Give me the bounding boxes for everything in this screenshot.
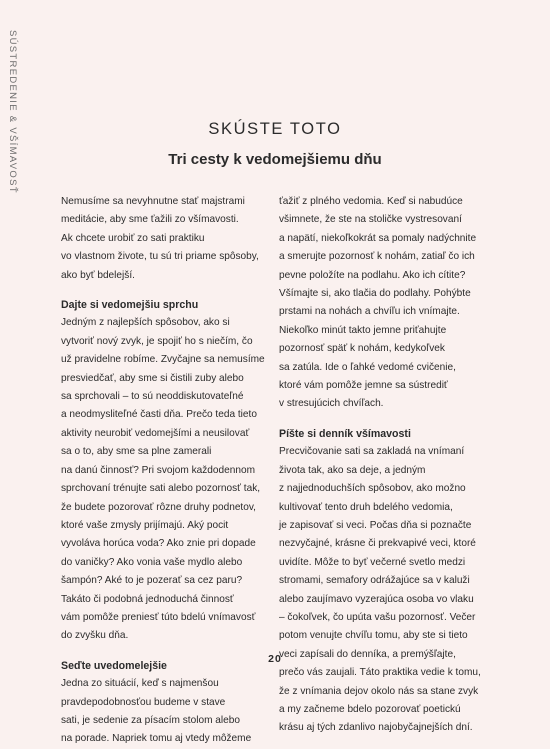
paragraph-gap [279, 414, 514, 425]
text-line: Všímajte si, ako tlačia do podlahy. Pohýbte [279, 288, 471, 300]
text-line: a my začneme bdelo pozorovať poetickú [279, 703, 461, 715]
text-line: vyvoláva horúca voda? Ako znie pri dopade [61, 538, 256, 550]
text-line: ako byť bdelejší. [61, 269, 135, 281]
text-line: aktivity neurobiť vedomejšími a neusilovať [61, 427, 250, 439]
page-number: 20 [268, 653, 282, 665]
text-line: sa zatúla. Ide o ľahké vedomé cvičenie, [279, 361, 456, 373]
text-line: na danú činnosť? Pri svojom každodennom [61, 464, 255, 476]
text-line: do vaničky? Ako vonia vaše mydlo alebo [61, 556, 243, 568]
text-line: meditácie, aby sme ťažili zo všímavosti. [61, 214, 239, 226]
text-line: prečo vás zaujali. Táto praktika vedie k tomu, [279, 667, 481, 679]
text-line: z najjednoduchších spôsobov, ako možno [279, 483, 466, 495]
text-line: všimnete, že ste na stoličke vystresovaní [279, 214, 462, 226]
text-line: Nemusíme sa nevyhnutne stať majstrami [61, 196, 245, 207]
text-line: Ak chcete urobiť zo sati praktiku [61, 232, 205, 244]
text-line: krásu aj tých zdanlivo najobyčajnejších dní. [279, 722, 473, 734]
text-line: – čokoľvek, čo upúta vašu pozornosť. Večer [279, 611, 476, 623]
text-line: veci zapísali do denníka, a premýšľajte, [279, 648, 456, 660]
text-line: na porade. Napriek tomu aj vtedy môžeme [61, 733, 252, 745]
text-line: potom venujte chvíľu tomu, aby ste si tieto [279, 630, 468, 642]
text-line: alebo zaujímavo vyzerajúca osoba vo vlaku [279, 593, 474, 605]
text-line: a napätí, niekoľkokrát sa pomaly nadýchnite [279, 232, 477, 244]
page-title: Tri cesty k vedomejšiemu dňu [168, 151, 382, 168]
text-line: nezvyčajné, krásne či prekvapivé veci, ktoré [279, 538, 476, 550]
text-line: kultivovať tento druh bdelého vedomia, [279, 501, 453, 513]
text-line: ťažiť z plného vedomia. Keď si nabudúce [279, 196, 463, 207]
text-line: v stresujúcich chvíľach. [279, 398, 384, 410]
subheading: Seďte uvedomelejšie [61, 659, 167, 672]
text-line: že budete pozorovať rôzne druhy podnetov, [61, 501, 256, 513]
text-line: prstami na nohách a chvíľu ich vnímajte. [279, 306, 460, 318]
paragraph-gap [61, 285, 286, 296]
text-line: je zapisovať si veci. Počas dňa si poznačte [279, 519, 472, 531]
section-heading: SKÚSTE TOTO [208, 120, 342, 138]
text-line: ktoré vaše zmysly prijímajú. Aký pocit [61, 519, 229, 531]
left-text-column [61, 193, 286, 749]
text-line: stromami, semafory odrážajúce sa v kaluži [279, 575, 470, 587]
subheading: Dajte si vedomejšiu sprchu [61, 299, 199, 312]
text-line: Jedným z najlepších spôsobov, ako si [61, 317, 230, 329]
text-line: a smerujte pozornosť k nohám, zatiaľ čo ich [279, 251, 475, 263]
text-line: uvidíte. Môže to byť večerné svetlo medzi [279, 556, 466, 568]
text-line: do zvyšku dňa. [61, 630, 129, 642]
text-line: a neodmysliteľné časti dňa. Prečo teda tieto [61, 409, 257, 421]
text-line: presviedčať, aby sme si čistili zuby alebo [61, 372, 244, 384]
section-label-text: SÚSTREDENIE & VŠÍMAVOSŤ [7, 30, 18, 194]
text-line: ktoré vám pomôže jemne sa sústrediť [279, 380, 448, 392]
subheading: Píšte si denník všímavosti [279, 427, 411, 440]
text-line: vám pomôže preniesť túto bdelú vnímavosť [61, 611, 256, 623]
text-line: že z vnímania dejov okolo nás sa stane zvyk [279, 685, 479, 697]
text-line: života tak, ako sa deje, a jedným [279, 464, 426, 476]
text-line: Jedna zo situácií, keď s najmenšou [61, 678, 219, 690]
text-line: už pravidelne robíme. Zvyčajne sa nemusíme [61, 354, 265, 366]
text-line: Precvičovanie sati sa zakladá na vnímaní [279, 446, 465, 458]
text-line: šampón? Aké to je pozerať sa cez paru? [61, 575, 243, 587]
text-line: sprchovaní trénujte sati alebo pozornosť tak, [61, 483, 261, 495]
text-line: vo vlastnom živote, tu sú tri priame spôsoby, [61, 251, 259, 263]
text-line: pevne položíte na podlahu. Ako ich cítite? [279, 269, 466, 281]
text-line: Takáto či podobná jednoduchá činnosť [61, 593, 234, 605]
text-line: pravdepodobnosťou budeme v stave [61, 696, 226, 708]
text-line: vytvoriť nový zvyk, je spojiť ho s niečím, čo [61, 335, 253, 347]
text-line: sa o to, aby sme sa plne zamerali [61, 446, 212, 458]
text-line: pozornosť späť k nohám, kedykoľvek [279, 343, 445, 355]
text-line: Niekoľko minút takto jemne priťahujte [279, 324, 447, 336]
text-line: sati, je sedenie za písacím stolom alebo [61, 714, 240, 726]
text-line: sa sprchovali – to sú neoddiskutovateľné [61, 391, 244, 403]
